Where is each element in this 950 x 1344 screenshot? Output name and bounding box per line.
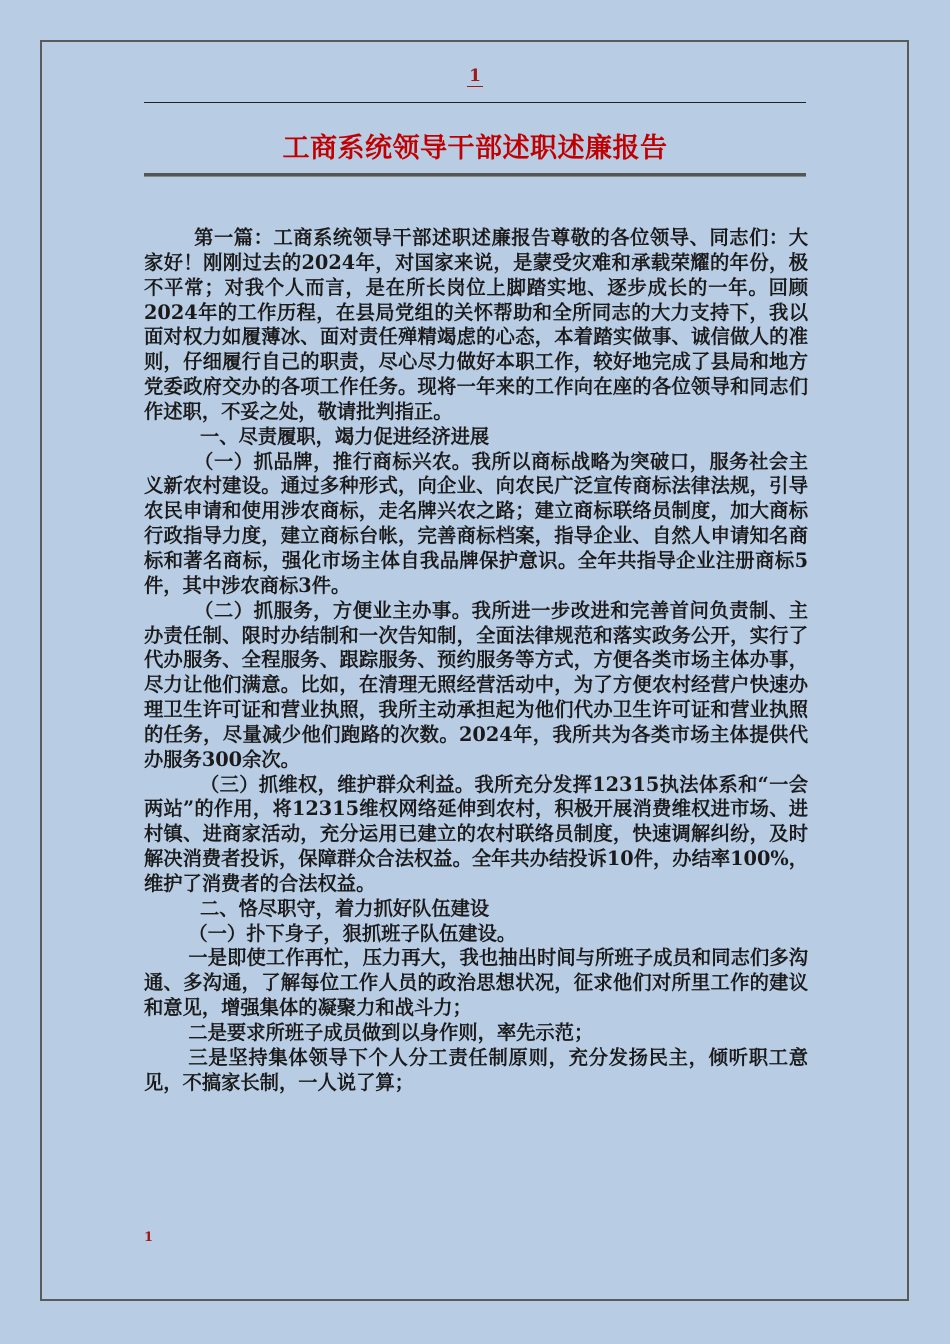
paragraph-point-3: 三是坚持集体领导下个人分工责任制原则，充分发扬民主，倾听职工意见，不搞家长制，一人说了算；	[144, 1045, 808, 1094]
paragraph-intro: 第一篇：工商系统领导干部述职述廉报告尊敬的各位领导、同志们：大家好！刚刚过去的2024年，对国家来说，是蒙受灾难和承载荣耀的年份，极不平常；对我个人而言，是在所长岗位上脚踏实地、逐步成长的一年。回顾2024年的工作历程，在县局党组的关怀帮助和全所同志的大力支持下，我以面对权力如履薄冰、面对责任殚精竭虑的心态，本着踏实做事、诚信做人的准则，仔细履行自己的职责，尽心尽力做好本职工作，较好地完成了县局和地方党委政府交办的各项工作任务。现将一年来的工作向在座的各位领导和同志们作述职，不妥之处，敬请批判指正。	[144, 226, 808, 423]
paragraph-service: （二）抓服务，方便业主办事。我所进一步改进和完善首问负责制、主办责任制、限时办结制和一次告知制，全面法律规范和落实政务公开，实行了代办服务、全程服务、跟踪服务、预约服务等方式，方便各类市场主体办事，尽力让他们满意。比如，在清理无照经营活动中，为了方便农村经营户快速办理卫生许可证和营业执照，我所主动承担起为他们代办卫生许可证和营业执照的任务，尽量减少他们跑路的次数。2024年，我所共为各类市场主体提供代办服务300余次。	[144, 598, 808, 771]
section-heading-2: 二、恪尽职守，着力抓好队伍建设	[199, 896, 490, 920]
title-divider	[144, 173, 806, 177]
subsection-heading: （一）扑下身子，狠抓班子队伍建设。	[188, 921, 517, 945]
paragraph-trademark: （一）抓品牌，推行商标兴农。我所以商标战略为突破口，服务社会主义新农村建设。通过多种形式，向企业、向农民广泛宣传商标法律法规，引导农民申请和使用涉农商标，走名牌兴农之路；建立商标联络员制度，加大商标行政指导力度，建立商标台帐，完善商标档案，指导企业、自然人申请知名商标和著名商标，强化市场主体自我品牌保护意识。全年共指导企业注册商标5件，其中涉农商标3件。	[144, 449, 808, 597]
paragraph-point-1: 一是即使工作再忙，压力再大，我也抽出时间与所班子成员和同志们多沟通、多沟通，了解每位工作人员的政治思想状况，征求他们对所里工作的建议和意见，增强集体的凝聚力和战斗力；	[144, 946, 808, 1020]
header-divider	[144, 102, 806, 103]
paragraph-rights: （三）抓维权，维护群众利益。我所充分发挥12315执法体系和“一会两站”的作用，将12315维权网络延伸到农村，积极开展消费维权进市场、进村镇、进商家活动，充分运用已建立的农村联络员制度，快速调解纠纷，及时解决消费者投诉，保障群众合法权益。全年共办结投诉10件，办结率100%，维护了消费者的合法权益。	[144, 772, 808, 895]
header-page-number-text: 1	[469, 66, 481, 86]
header-page-number	[0, 66, 950, 87]
document-title: 工商系统领导干部述职述廉报告	[282, 133, 668, 164]
section-heading-1: 一、尽责履职，竭力促进经济进展	[199, 424, 490, 448]
paragraph-point-2: 二是要求所班子成员做到以身作则，率先示范；	[188, 1021, 594, 1044]
footer-page-number: 1	[144, 1230, 154, 1245]
document-body	[144, 226, 808, 1096]
